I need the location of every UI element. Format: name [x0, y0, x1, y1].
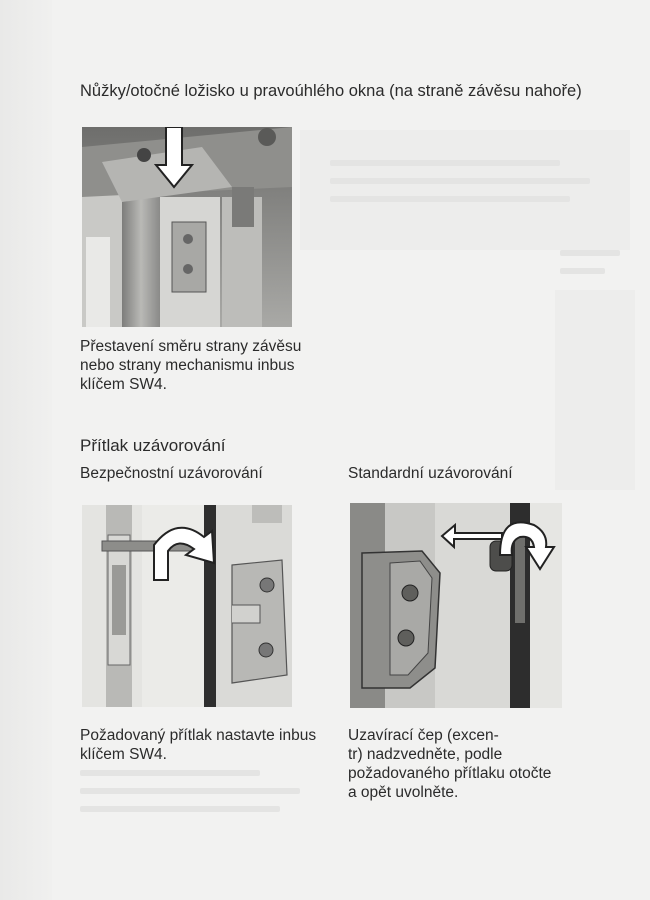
- bleed-through-line: [80, 788, 300, 794]
- standard-locking-caption: Uzavírací čep (excen- tr) nadzvedněte, podle požadovaného přítlaku otočte a opět uvolněte.: [348, 727, 552, 801]
- section-title: Přítlak uzávorování: [80, 436, 226, 455]
- bleed-through-line: [330, 160, 560, 166]
- bleed-through-line: [80, 806, 280, 812]
- standard-locking-illustration: [350, 503, 562, 708]
- security-locking-photo: [82, 505, 292, 707]
- column-label-security-locking: Bezpečnostní uzávorování: [80, 465, 263, 482]
- security-locking-caption: Požadovaný přítlak nastavte inbus klíčem SW4.: [80, 727, 317, 763]
- bleed-through-area-right: [555, 290, 635, 490]
- bleed-through-line: [330, 196, 570, 202]
- page-edge-shadow: [0, 0, 52, 900]
- hinge-bearing-illustration: [82, 127, 292, 327]
- bleed-through-line: [80, 770, 260, 776]
- bleed-through-line: [560, 268, 605, 274]
- page-heading: Nůžky/otočné ložisko u pravoúhlého okna (na straně závěsu nahoře): [80, 82, 582, 100]
- security-locking-illustration: [82, 505, 292, 707]
- standard-locking-photo: [350, 503, 562, 708]
- hinge-caption: Přestavení směru strany závěsu nebo strany mechanismu inbus klíčem SW4.: [80, 338, 302, 393]
- hinge-bearing-photo: [82, 127, 292, 327]
- bleed-through-line: [330, 178, 590, 184]
- bleed-through-area: [300, 130, 630, 250]
- column-label-standard-locking: Standardní uzávorování: [348, 465, 513, 482]
- bleed-through-line: [560, 250, 620, 256]
